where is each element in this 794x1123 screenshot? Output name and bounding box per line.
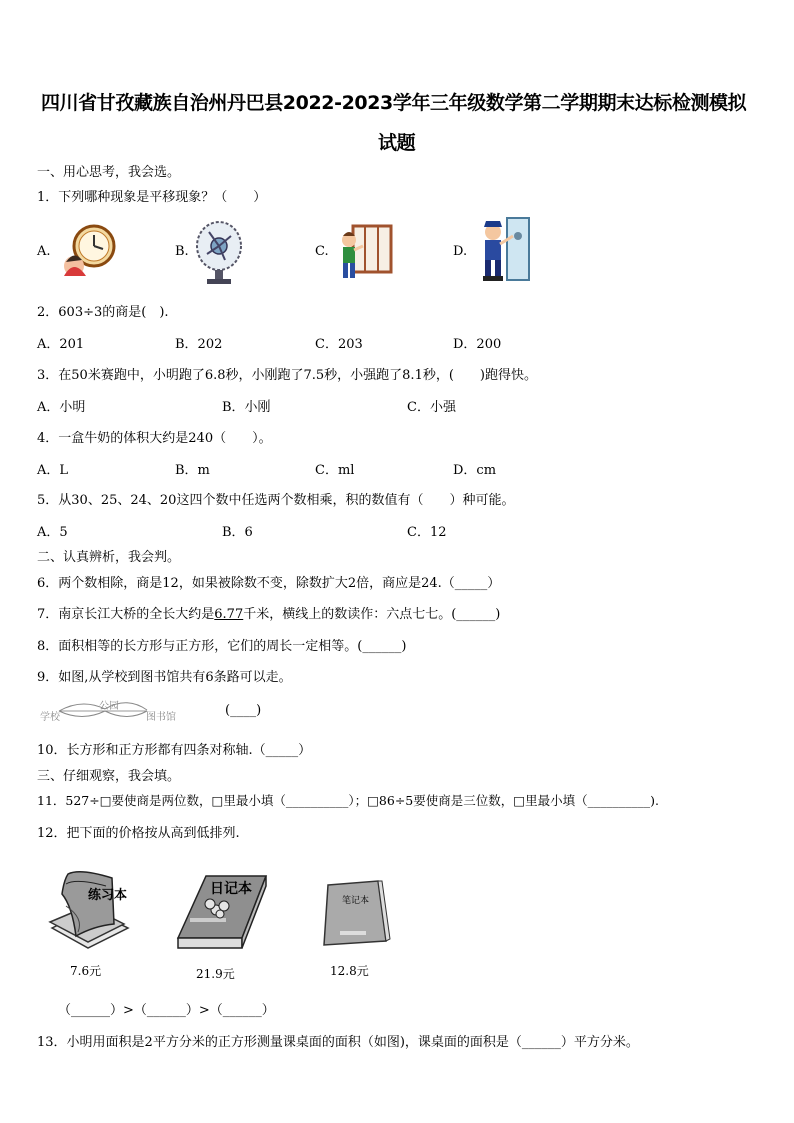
q4-option-d: D．cm <box>453 463 497 478</box>
q5-option-c: C．12 <box>407 525 447 540</box>
q1-option-d-label: D. <box>453 244 468 259</box>
q1-option-b-label: B. <box>175 244 189 259</box>
q1-option-d-door-image <box>473 216 533 284</box>
question-6-text: 6．两个数相除，商是12，如果被除数不变，除数扩大2倍，商应是24.（_____） <box>37 576 501 591</box>
q1-option-a-clock-image <box>60 220 120 280</box>
q1-option-b-fan-image <box>195 216 243 286</box>
q3-option-a: A．小明 <box>37 400 86 415</box>
q5-option-b: B．6 <box>222 525 253 540</box>
q4-option-a: A．L <box>37 463 69 478</box>
q3-option-b: B．小刚 <box>222 400 271 415</box>
question-10-text: 10．长方形和正方形都有四条对称轴.（_____） <box>37 743 312 758</box>
q7-text-after: 千米，横线上的数读作：六点七七。(______) <box>243 607 501 622</box>
question-2-text: 2．603÷3的商是( ). <box>37 305 169 320</box>
page-title-line1: 四川省甘孜藏族自治州丹巴县2022-2023学年三年级数学第二学期期末达标检测模拟 <box>41 92 747 114</box>
q2-option-a: A．201 <box>37 337 85 352</box>
question-8-text: 8．面积相等的长方形与正方形，它们的周长一定相等。(______) <box>37 639 407 654</box>
q12-notebook-image <box>320 877 392 949</box>
q12-price-exercise-book: 7.6元 <box>70 964 102 978</box>
question-3-text: 3．在50米赛跑中，小明跑了6.8秒，小刚跑了7.5秒，小强跑了8.1秒，( )跑得快。 <box>37 368 537 383</box>
q12-price-diary: 21.9元 <box>196 967 235 981</box>
q12-diary-title: 日记本 <box>210 881 252 897</box>
q2-option-c: C．203 <box>315 337 363 352</box>
question-1-text: 1．下列哪种现象是平移现象？（ ） <box>37 190 267 205</box>
q2-option-d: D．200 <box>453 337 502 352</box>
section-heading-2: 二、认真辨析，我会判。 <box>37 550 181 565</box>
q9-label-school: 学校 <box>40 712 60 723</box>
q4-option-c: C．ml <box>315 463 355 478</box>
question-13-text: 13．小明用面积是2平方分米的正方形测量课桌面的面积（如图)，课桌面的面积是（______）平方分米。 <box>37 1035 639 1050</box>
q4-option-b: B．m <box>175 463 210 478</box>
q2-option-b: B．202 <box>175 337 223 352</box>
question-9-text: 9．如图,从学校到图书馆共有6条路可以走。 <box>37 670 292 685</box>
page-title-line2: 试题 <box>378 132 416 154</box>
q12-exercise-book-image <box>44 866 130 956</box>
q1-option-c-label: C. <box>315 244 329 259</box>
section-heading-1: 一、用心思考，我会选。 <box>37 165 181 180</box>
question-12-text: 12．把下面的价格按从高到低排列. <box>37 826 240 841</box>
q9-label-library: 图书馆 <box>146 712 176 723</box>
q12-notebook-title: 笔记本 <box>342 896 370 906</box>
q7-text-before: 7．南京长江大桥的全长大约是 <box>37 607 215 622</box>
question-4-text: 4．一盒牛奶的体积大约是240（ ）。 <box>37 431 272 446</box>
q1-option-c-window-image <box>335 220 393 280</box>
q7-underlined-number: 6.77 <box>214 607 244 622</box>
q12-answer-line: （______）>（______）>（______） <box>58 1003 275 1018</box>
q9-label-park: 公园 <box>99 701 119 712</box>
q12-price-notebook: 12.8元 <box>330 964 369 978</box>
q9-answer-blank: (____) <box>225 703 262 718</box>
q12-exercise-book-title: 练习本 <box>88 888 128 903</box>
question-11-text: 11．527÷□要使商是两位数，□里最小填（__________）；□86÷5要使商是三位数，□里最小填（__________). <box>37 793 659 808</box>
section-heading-3: 三、仔细观察，我会填。 <box>37 769 181 784</box>
q1-option-a-label: A. <box>37 244 51 259</box>
q5-option-a: A．5 <box>37 525 68 540</box>
question-7-text <box>37 603 500 622</box>
question-5-text: 5．从30、25、24、20这四个数中任选两个数相乘，积的数值有（ ）种可能。 <box>37 493 515 508</box>
q3-option-c: C．小强 <box>407 400 456 415</box>
